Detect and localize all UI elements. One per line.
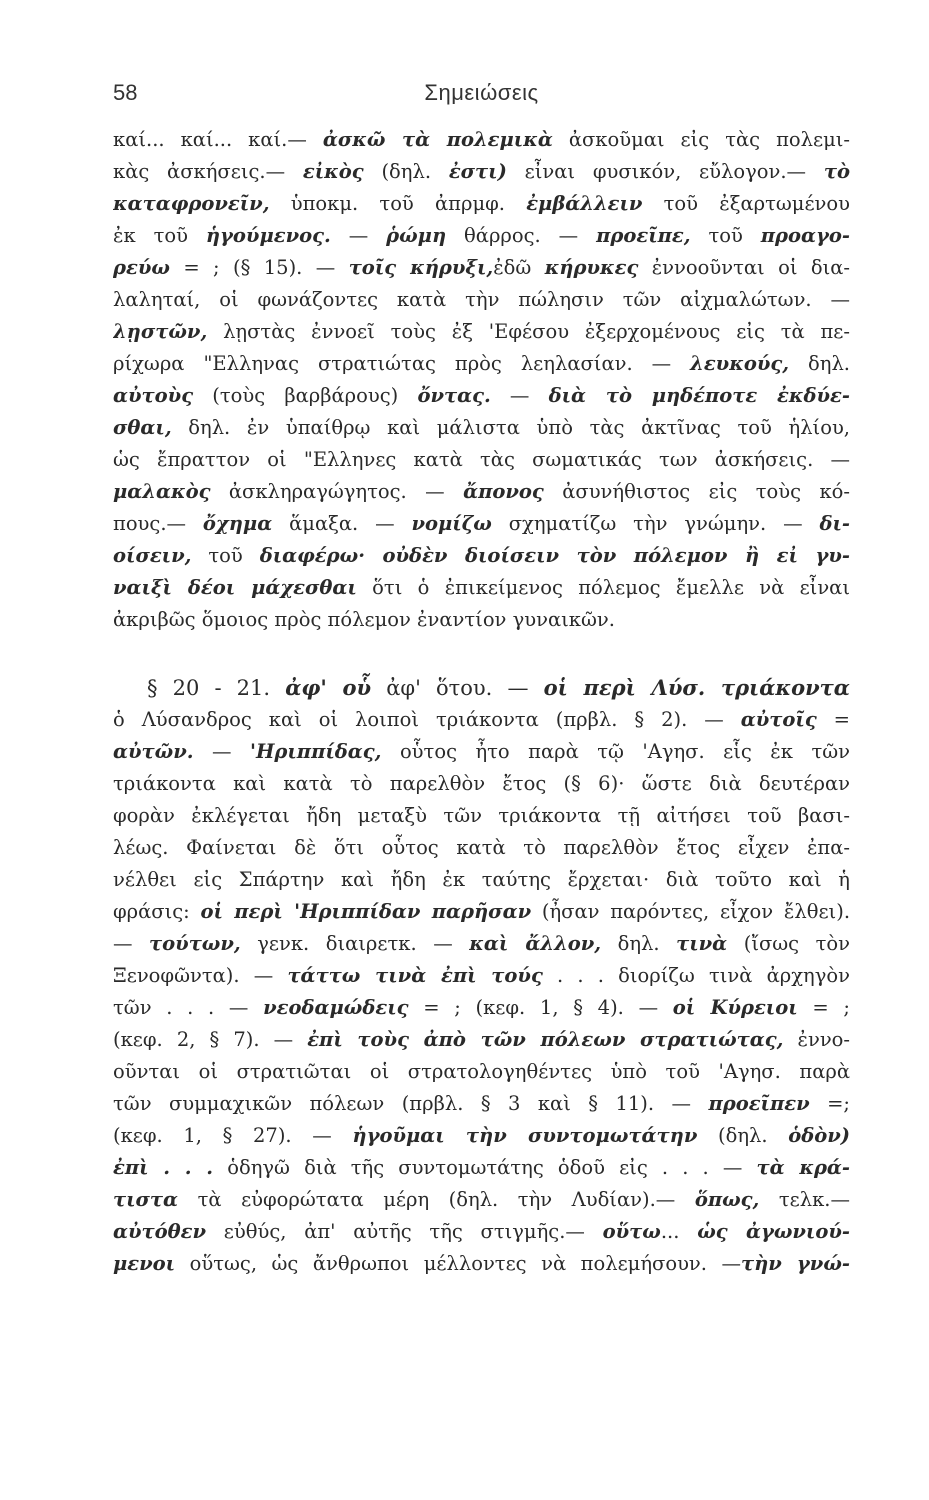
gloss-text: ρίχωρα "Ελληνας στρατιώτας πρὸς λεηλασίαν. — [113,352,691,375]
gloss-text: οῦνται οἱ στρατιῶται οἱ στρατολογηθέντες ὑπὸ τοῦ 'Αγησ. παρὰ [113,1060,850,1083]
headword-text: αὐτῶν. [113,740,194,763]
headword-text: εἰκὸς [302,160,364,183]
gloss-text: = ; [797,996,850,1019]
headword-text: λευκούς, [690,352,790,375]
gloss-text: ἀσυνήθιστος εἰς τοὺς κό- [543,480,850,503]
headword-text: ὡς ἀγωνιού- [697,1220,850,1243]
headword-text: ἐμβάλλειν [526,192,643,215]
text-line [113,864,850,896]
gloss-text: = [816,708,850,731]
headword-text: οἱ Κύρειοι [672,996,798,1019]
headword-text: τὴν γνώ- [741,1252,850,1275]
text-line [113,348,850,380]
gloss-text: οὗτος ἦτο παρὰ τῷ 'Αγησ. εἷς ἐκ τῶν [381,740,850,763]
text-line [113,476,850,508]
headword-text: ἡγοῦμαι τὴν συντομωτάτην [352,1124,698,1147]
headword-text: αὐτοὺς [113,384,194,407]
headword-text: ὄντας. [417,384,491,407]
gloss-text: τοῦ ἐξαρτωμένου [642,192,850,215]
gloss-text: ὑποκμ. τοῦ ἀπρμφ. [269,192,527,215]
gloss-text: νέλθει εἰς Σπάρτην καὶ ἤδη ἐκ ταύτης ἔρχεται· διὰ τοῦτο καὶ ἡ [113,868,850,891]
headword-text: μενοι [113,1252,176,1275]
gloss-text: τὰ εὐφορώτατα μέρη (δηλ. τὴν Λυδίαν).— [178,1188,695,1211]
section-heading-line [147,672,850,704]
gloss-text: ἐκ τοῦ [113,224,206,247]
gloss-text: (τοὺς βαρβάρους) [193,384,418,407]
headword-text: προαγο- [760,224,850,247]
gloss-text: τῶν συμμαχικῶν πόλεων (πρβλ. § 3 καὶ § 11). — [113,1092,709,1115]
gloss-text: ἐννο- [783,1028,850,1051]
gloss-text: θάρρος. — [446,224,597,247]
gloss-text: εἶναι φυσικόν, εὔλογον.— [506,160,824,183]
headword-text: ῥώμη [386,224,447,247]
gloss-text: ἀσκληραγώγητος. — [210,480,464,503]
headword-text: ναιξὶ δέοι μάχεσθαι [113,576,357,599]
text-line [113,604,850,636]
headword-text: δι- [819,512,850,535]
headword-text: ὅπως, [694,1188,760,1211]
gloss-text: τοῦ [191,544,260,567]
headword-text: οἱ περὶ 'Ηριππίδαν παρῆσαν [200,900,532,923]
gloss-text: οὕτως, ὡς ἄνθρωποι μέλλοντες νὰ πολεμήσουν. — [175,1252,741,1275]
text-line [113,572,850,604]
headword-text: 'Ηριππίδας, [250,740,382,763]
running-title: Σημειώσεις [424,80,539,105]
text-line [113,220,850,252]
headword-text: ἡγούμενος. [205,224,331,247]
headword-text: ἐστι) [448,160,507,183]
gloss-text: = ; (§ 15). — [169,256,349,279]
text-line [113,800,850,832]
headword-text: ἀσκῶ τὰ πολεμικὰ [322,128,553,151]
gloss-text: (δηλ. [363,160,449,183]
headword-text: ἄπονος [463,480,544,503]
text-line [113,1120,850,1152]
text-line [113,412,850,444]
gloss-text: (ἦσαν παρόντες, εἶχον ἔλθει). [531,900,850,923]
text-line [113,124,850,156]
page-header [113,80,850,110]
headword-text: καταφρονεῖν, [113,192,270,215]
headword-text: ρεύω [113,256,170,279]
headword-text: τὰ κρά- [756,1156,850,1179]
gloss-text: (κεφ. 2, § 7). — [113,1028,308,1051]
gloss-text: καί... καί... καί.— [113,128,323,151]
text-line [113,284,850,316]
headword-text: αὐτόθεν [113,1220,207,1243]
gloss-text: τελκ.— [759,1188,850,1211]
text-line [113,960,850,992]
text-line [113,444,850,476]
gloss-text: — [113,932,150,955]
text-line [113,1216,850,1248]
headword-text: νεοδαμώδεις [263,996,409,1019]
text-line [113,992,850,1024]
gloss-text: (ἴσως τὸν [727,932,850,955]
headword-text: λῃστῶν, [113,320,208,343]
gloss-text: κὰς ἀσκήσεις.— [113,160,303,183]
headword-text: αὐτοῖς [740,708,817,731]
gloss-text: δηλ. [789,352,850,375]
text-line [113,832,850,864]
headword-text: τὸ [823,160,850,183]
text-line [113,508,850,540]
gloss-text: γενκ. διαιρετκ. — [240,932,470,955]
text-line [113,156,850,188]
text-line [113,1056,850,1088]
gloss-text: = ; (κεφ. 1, § 4). — [408,996,673,1019]
gloss-text: λέως. Φαίνεται δὲ ὅτι οὗτος κατὰ τὸ παρελθὸν ἔτος εἶχεν ἐπα- [113,836,850,859]
gloss-text: λαληταί, οἱ φωνάζοντες κατὰ τὴν πώλησιν τῶν αἰχμαλώτων. — [113,288,850,311]
text-line [113,704,850,736]
text-line [113,896,850,928]
headword-text: ἐπὶ . . . [113,1156,214,1179]
text-line [113,928,850,960]
headword-text: νομίζω [411,512,492,535]
text-line [113,252,850,284]
gloss-text: ἐννοοῦνται οἱ δια- [638,256,850,279]
gloss-text: § 20 - 21. [147,676,286,700]
gloss-text: δηλ. ἐν ὑπαίθρῳ καὶ μάλιστα ὑπὸ τὰς ἀκτῖνας τοῦ ἡλίου, [171,416,850,439]
gloss-text: ὁδηγῶ διὰ τῆς συντομωτάτης ὁδοῦ εἰς . . . — [213,1156,757,1179]
gloss-text: ἀσκοῦμαι εἰς τὰς πολεμι- [552,128,850,151]
gloss-text: — [330,224,387,247]
headword-text: καὶ ἄλλον, [469,932,602,955]
gloss-text: τριάκοντα καὶ κατὰ τὸ παρελθὸν ἔτος (§ 6)· ὥστε διὰ δευτέραν [113,772,850,795]
text-line [113,1024,850,1056]
text-line [113,1248,850,1280]
gloss-text: . . . διορίζω τινὰ ἀρχηγὸν [542,964,850,987]
headword-text: τινὰ [676,932,728,955]
headword-text: διὰ τὸ μηδέποτε ἐκδύε- [548,384,850,407]
gloss-text: ἐδῶ [493,256,545,279]
gloss-text: φράσις: [113,900,201,923]
gloss-text: πους.— [113,512,203,535]
text-line [113,1152,850,1184]
gloss-text: ἀκριβῶς ὅμοιος πρὸς πόλεμον ἐναντίον γυναικῶν. [113,608,615,631]
text-line [113,540,850,572]
gloss-text: — [193,740,250,763]
headword-text: προεῖπε, [596,224,691,247]
gloss-text: εὐθύς, ἀπ' αὐτῆς τῆς στιγμῆς.— [206,1220,603,1243]
headword-text: οἱ περὶ Λύσ. τριάκοντα [543,675,850,700]
gloss-text: ... [660,1220,698,1243]
headword-text: ὄχημα [202,512,273,535]
headword-text: ἐπὶ τοὺς ἀπὸ τῶν πόλεων στρατιώτας, [307,1028,784,1051]
gloss-text: φορὰν ἐκλέγεται ἤδη μεταξὺ τῶν τριάκοντα τῇ αἰτήσει τοῦ βασι- [113,804,850,827]
page-number: 58 [113,80,138,105]
headword-text: τούτων, [149,932,241,955]
gloss-text: ὁ Λύσανδρος καὶ οἱ λοιποὶ τριάκοντα (πρβλ. § 2). — [113,708,741,731]
headword-text: κήρυκες [544,256,639,279]
gloss-text: σχηματίζω τὴν γνώμην. — [491,512,820,535]
gloss-text: ὡς ἔπραττον οἱ "Ελληνες κατὰ τὰς σωματικάς των ἀσκήσεις. — [113,448,850,471]
gloss-text: ἀφ' ὅτου. — [371,676,544,700]
headword-text: σθαι, [113,416,172,439]
gloss-text: (κεφ. 1, § 27). — [113,1124,353,1147]
gloss-text: τοῦ [690,224,761,247]
headword-text: μαλακὸς [113,480,211,503]
headword-text: προεῖπεν [708,1092,810,1115]
headword-text: ἀφ' οὗ [285,675,372,700]
gloss-text: =; [809,1092,850,1115]
gloss-text: δηλ. [601,932,677,955]
headword-text: τοῖς κήρυξι, [348,256,494,279]
headword-text: οίσειν, [113,544,192,567]
text-line [113,1184,850,1216]
text-line [113,316,850,348]
text-line [113,768,850,800]
headword-text: ὁδὸν) [788,1124,850,1147]
text-line [113,1088,850,1120]
gloss-text: — [490,384,549,407]
gloss-text: τῶν . . . — [113,996,264,1019]
text-line [113,736,850,768]
gloss-text: ὅτι ὁ ἐπικείμενος πόλεμος ἔμελλε νὰ εἶναι [356,576,850,599]
headword-text: διαφέρω· οὐδὲν διοίσειν τὸν πόλεμον ἢ εἰ γυ- [259,544,850,567]
gloss-text: (δηλ. [697,1124,789,1147]
text-line [113,380,850,412]
text-line [113,188,850,220]
headword-text: οὕτω [602,1220,661,1243]
headword-text: τάττω τινὰ ἐπὶ τούς [287,964,543,987]
gloss-text: ἅμαξα. — [272,512,412,535]
gloss-text: Ξενοφῶντα). — [113,964,288,987]
gloss-text: λῃστὰς ἐννοεῖ τοὺς ἐξ 'Εφέσου ἐξερχομένους εἰς τὰ πε- [207,320,850,343]
headword-text: τιστα [113,1188,179,1211]
